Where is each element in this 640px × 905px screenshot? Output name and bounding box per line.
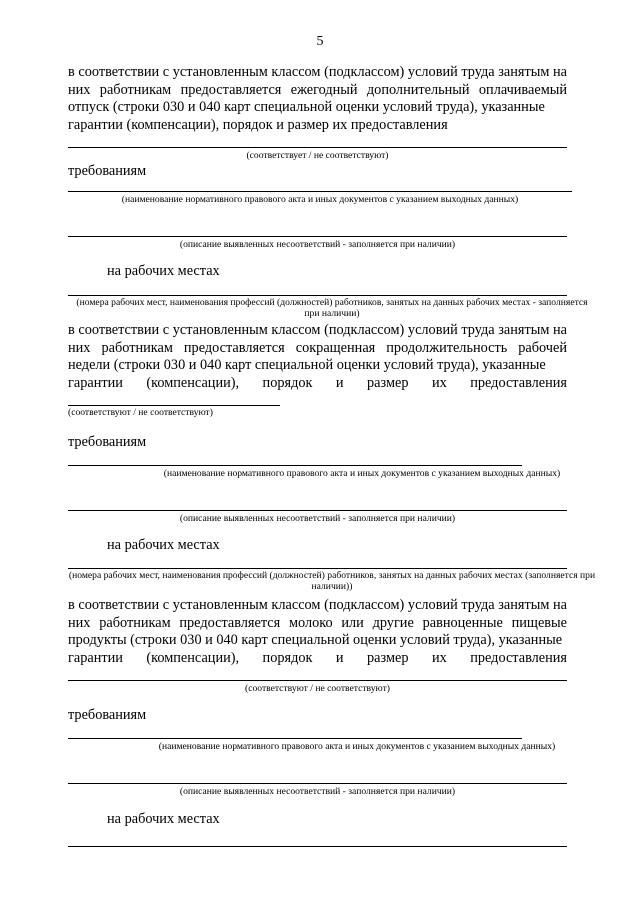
- paragraph-milk: [68, 597, 567, 667]
- compliance-caption: (соответствуют / не соответствуют): [68, 407, 213, 418]
- workplaces-label: на рабочих местах: [107, 811, 220, 827]
- paragraph-last-line: гарантии (компенсации), порядок и размер их предоставления: [68, 116, 448, 133]
- requirements-label: требованиям: [68, 434, 147, 450]
- paragraph-last-line: гарантии (компенсации), порядок и размер их предоставления: [68, 649, 567, 666]
- paragraph-last-line: гарантии (компенсации), порядок и размер их предоставления: [68, 374, 567, 391]
- requirements-label: требованиям: [68, 163, 147, 179]
- compliance-line[interactable]: [68, 405, 280, 406]
- paragraph-short-week: [68, 322, 567, 392]
- requirements-label: требованиям: [68, 707, 147, 723]
- workplaces-label: на рабочих местах: [107, 537, 220, 553]
- discrepancy-caption: (описание выявленных несоответствий - заполняется при наличии): [179, 786, 456, 797]
- act-caption: (наименование нормативного правового акта и иных документов с указанием выходных данных): [121, 194, 519, 205]
- workplaces-caption: (номера рабочих мест, наименования профессий (должностей) работников, занятых на данных рабочих местах - заполняется при наличии): [76, 297, 588, 319]
- workplaces-caption: (номера рабочих мест, наименования профессий (должностей) работников, занятых на данных рабочих местах (заполняется при наличии)): [68, 570, 596, 592]
- compliance-caption: (соответствуют / не соответствуют): [245, 683, 390, 694]
- act-line[interactable]: [68, 191, 572, 192]
- discrepancy-line[interactable]: [68, 783, 567, 784]
- paragraph-text: в соответствии с установленным классом (подклассом) условий труда занятым на них работникам предоставляется молоко или другие равноценные пищевые продукты (строки 030 и 040 карт специальной оценки условий труда), указанные: [68, 597, 567, 648]
- discrepancy-line[interactable]: [68, 236, 567, 237]
- compliance-caption: (соответствует / не соответствуют): [246, 150, 389, 161]
- compliance-line[interactable]: [68, 680, 567, 681]
- act-caption: (наименование нормативного правового акта и иных документов с указанием выходных данных): [158, 741, 556, 752]
- discrepancy-caption: (описание выявленных несоответствий - заполняется при наличии): [179, 239, 456, 250]
- discrepancy-caption: (описание выявленных несоответствий - заполняется при наличии): [179, 513, 456, 524]
- workplaces-line[interactable]: [68, 846, 567, 847]
- paragraph-text: в соответствии с установленным классом (подклассом) условий труда занятым на них работникам предоставляется сокращенная продолжительность рабочей недели (строки 030 и 040 карт специальной оценки условий труда), указанные: [68, 322, 567, 373]
- act-line[interactable]: [68, 465, 522, 466]
- workplaces-line[interactable]: [68, 568, 567, 569]
- workplaces-line[interactable]: [68, 295, 567, 296]
- act-caption: (наименование нормативного правового акта и иных документов с указанием выходных данных): [163, 468, 561, 479]
- act-line[interactable]: [68, 738, 522, 739]
- workplaces-label: на рабочих местах: [107, 263, 220, 279]
- paragraph-text: в соответствии с установленным классом (подклассом) условий труда занятым на них работникам предоставляется ежегодный дополнительный оплачиваемый отпуск (строки 030 и 040 карт специальной оценки условий труда), указанные: [68, 64, 567, 115]
- discrepancy-line[interactable]: [68, 510, 567, 511]
- compliance-line[interactable]: [68, 147, 567, 148]
- paragraph-vacation: [68, 64, 567, 134]
- page-number: 5: [316, 34, 324, 49]
